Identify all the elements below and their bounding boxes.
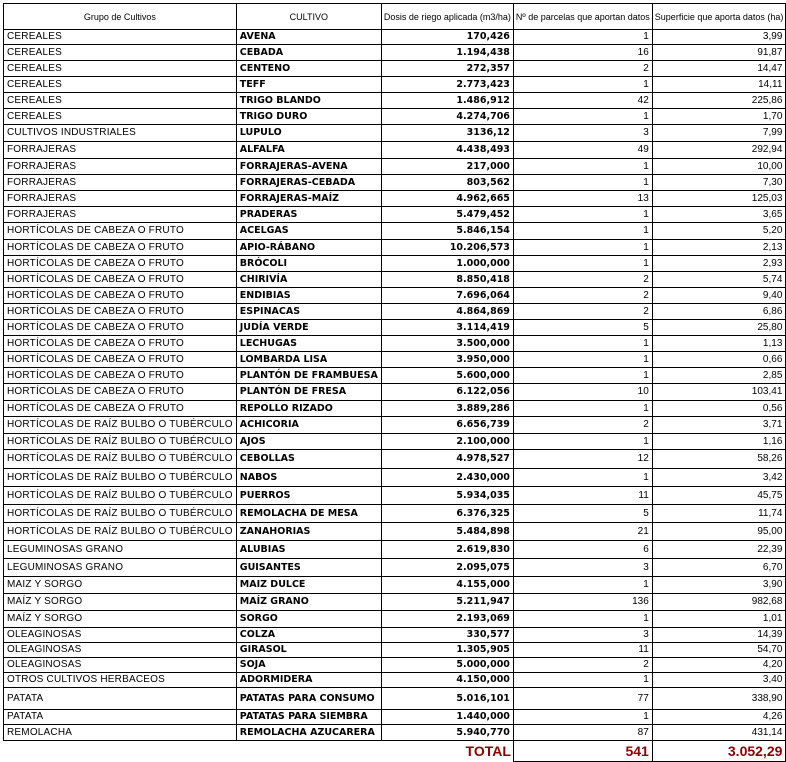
cell-parcelas: 1 [513, 401, 652, 417]
cell-superficie: 0,56 [652, 401, 786, 417]
table-body [4, 30, 786, 741]
table-row [4, 320, 786, 336]
cell-grupo: HORTÍCOLAS DE CABEZA O FRUTO [4, 384, 237, 401]
cell-cultivo: TRIGO DURO [236, 109, 381, 125]
cell-parcelas: 1 [513, 434, 652, 450]
cell-dosis: 2.619,830 [381, 541, 513, 559]
cell-superficie: 9,40 [652, 288, 786, 304]
cell-superficie: 1,16 [652, 434, 786, 450]
cell-dosis: 5.934,035 [381, 487, 513, 505]
cell-grupo: HORTÍCOLAS DE CABEZA O FRUTO [4, 320, 237, 336]
cell-dosis: 6.376,325 [381, 505, 513, 523]
cell-parcelas: 1 [513, 77, 652, 93]
cell-dosis: 1.486,912 [381, 93, 513, 109]
cell-parcelas: 1 [513, 368, 652, 384]
cell-superficie: 14,39 [652, 628, 786, 643]
cell-grupo: HORTÍCOLAS DE RAÍZ BULBO O TUBÉRCULO [4, 469, 237, 487]
cell-superficie: 3,65 [652, 207, 786, 223]
table-row [4, 93, 786, 109]
table-row [4, 336, 786, 352]
table-row [4, 541, 786, 559]
cell-cultivo: LOMBARDA LISA [236, 352, 381, 368]
cell-grupo: HORTÍCOLAS DE RAÍZ BULBO O TUBÉRCULO [4, 434, 237, 450]
cell-dosis: 4.864,869 [381, 304, 513, 320]
cell-superficie: 1,13 [652, 336, 786, 352]
cell-dosis: 2.100,000 [381, 434, 513, 450]
cell-dosis: 6.122,056 [381, 384, 513, 401]
cell-parcelas: 1 [513, 223, 652, 240]
cell-cultivo: PATATAS PARA CONSUMO [236, 688, 381, 710]
table-row [4, 240, 786, 256]
cell-parcelas: 1 [513, 109, 652, 125]
table-row [4, 352, 786, 368]
cell-parcelas: 10 [513, 384, 652, 401]
cell-parcelas: 1 [513, 256, 652, 272]
cell-dosis: 5.846,154 [381, 223, 513, 240]
cell-parcelas: 2 [513, 417, 652, 434]
cell-cultivo: GIRASOL [236, 643, 381, 658]
cell-grupo: HORTÍCOLAS DE CABEZA O FRUTO [4, 336, 237, 352]
cell-grupo: FORRAJERAS [4, 207, 237, 223]
cell-superficie: 6,70 [652, 559, 786, 577]
cell-superficie: 225,86 [652, 93, 786, 109]
cell-dosis: 1.440,000 [381, 710, 513, 725]
cell-cultivo: REMOLACHA DE MESA [236, 505, 381, 523]
cell-parcelas: 5 [513, 320, 652, 336]
cell-cultivo: ALUBIAS [236, 541, 381, 559]
cell-cultivo: SOJA [236, 658, 381, 673]
cell-grupo: HORTÍCOLAS DE CABEZA O FRUTO [4, 401, 237, 417]
cell-dosis: 4.150,000 [381, 673, 513, 688]
cell-cultivo: FORRAJERAS-AVENA [236, 159, 381, 175]
cell-grupo: CEREALES [4, 45, 237, 61]
table-row [4, 256, 786, 272]
cell-superficie: 2,93 [652, 256, 786, 272]
cell-parcelas: 2 [513, 288, 652, 304]
table-row [4, 450, 786, 469]
cell-parcelas: 1 [513, 577, 652, 594]
table-row [4, 523, 786, 541]
cell-cultivo: PLANTÓN DE FRESA [236, 384, 381, 401]
cell-superficie: 292,94 [652, 142, 786, 159]
table-row [4, 109, 786, 125]
cell-dosis: 2.430,000 [381, 469, 513, 487]
cell-grupo: CEREALES [4, 77, 237, 93]
cell-dosis: 1.194,438 [381, 45, 513, 61]
cell-parcelas: 2 [513, 61, 652, 77]
cell-superficie: 3,90 [652, 577, 786, 594]
cell-superficie: 3,71 [652, 417, 786, 434]
cell-cultivo: TEFF [236, 77, 381, 93]
cell-grupo: HORTÍCOLAS DE CABEZA O FRUTO [4, 368, 237, 384]
cell-superficie: 125,03 [652, 191, 786, 207]
cell-grupo: MAÍZ Y SORGO [4, 611, 237, 628]
cell-parcelas: 1 [513, 673, 652, 688]
cell-grupo: CEREALES [4, 109, 237, 125]
cell-cultivo: TRIGO BLANDO [236, 93, 381, 109]
cell-parcelas: 3 [513, 628, 652, 643]
table-row [4, 125, 786, 142]
cell-superficie: 54,70 [652, 643, 786, 658]
cell-dosis: 8.850,418 [381, 272, 513, 288]
cell-grupo: MAIZ Y SORGO [4, 577, 237, 594]
cell-superficie: 7,30 [652, 175, 786, 191]
cell-grupo: FORRAJERAS [4, 142, 237, 159]
table-row [4, 710, 786, 725]
cell-grupo: LEGUMINOSAS GRANO [4, 559, 237, 577]
table-row [4, 643, 786, 658]
cell-cultivo: REMOLACHA AZUCARERA [236, 725, 381, 741]
table-row [4, 401, 786, 417]
cell-cultivo: ESPINACAS [236, 304, 381, 320]
cell-dosis: 1.000,000 [381, 256, 513, 272]
cell-dosis: 2.095,075 [381, 559, 513, 577]
cell-cultivo: ACHICORIA [236, 417, 381, 434]
cell-cultivo: CEBOLLAS [236, 450, 381, 469]
header-dosis: Dosis de riego aplicada (m3/ha) [381, 4, 513, 30]
cell-dosis: 3136,12 [381, 125, 513, 142]
cell-dosis: 2.193,069 [381, 611, 513, 628]
table-row [4, 505, 786, 523]
table-row [4, 223, 786, 240]
cell-superficie: 3,99 [652, 30, 786, 45]
cell-cultivo: ALFALFA [236, 142, 381, 159]
table-row [4, 191, 786, 207]
cell-parcelas: 1 [513, 240, 652, 256]
cell-dosis: 6.656,739 [381, 417, 513, 434]
cell-grupo: REMOLACHA [4, 725, 237, 741]
cell-grupo: HORTÍCOLAS DE CABEZA O FRUTO [4, 352, 237, 368]
cell-grupo: PATATA [4, 710, 237, 725]
cell-dosis: 7.696,064 [381, 288, 513, 304]
cell-cultivo: PLANTÓN DE FRAMBUESA [236, 368, 381, 384]
table-row [4, 611, 786, 628]
cell-dosis: 4.962,665 [381, 191, 513, 207]
cell-parcelas: 21 [513, 523, 652, 541]
cell-superficie: 7,99 [652, 125, 786, 142]
cell-grupo: HORTÍCOLAS DE RAÍZ BULBO O TUBÉRCULO [4, 523, 237, 541]
cell-superficie: 3,40 [652, 673, 786, 688]
cell-superficie: 5,74 [652, 272, 786, 288]
table-row [4, 175, 786, 191]
crop-irrigation-table [3, 3, 786, 762]
cell-cultivo: CEBADA [236, 45, 381, 61]
cell-cultivo: PRADERAS [236, 207, 381, 223]
cell-superficie: 14,47 [652, 61, 786, 77]
cell-superficie: 982,68 [652, 594, 786, 611]
cell-parcelas: 13 [513, 191, 652, 207]
cell-grupo: FORRAJERAS [4, 175, 237, 191]
cell-grupo: OLEAGINOSAS [4, 643, 237, 658]
cell-superficie: 6,86 [652, 304, 786, 320]
table-row [4, 207, 786, 223]
cell-grupo: CEREALES [4, 30, 237, 45]
cell-cultivo: CENTENO [236, 61, 381, 77]
table-row [4, 487, 786, 505]
table-row [4, 559, 786, 577]
cell-grupo: CEREALES [4, 61, 237, 77]
cell-dosis: 5.000,000 [381, 658, 513, 673]
cell-dosis: 3.950,000 [381, 352, 513, 368]
cell-grupo: FORRAJERAS [4, 159, 237, 175]
cell-cultivo: BRÓCOLI [236, 256, 381, 272]
table-row [4, 304, 786, 320]
cell-superficie: 4,20 [652, 658, 786, 673]
cell-dosis: 5.479,452 [381, 207, 513, 223]
cell-grupo: CEREALES [4, 93, 237, 109]
cell-grupo: OLEAGINOSAS [4, 628, 237, 643]
cell-superficie: 2,85 [652, 368, 786, 384]
cell-dosis: 5.211,947 [381, 594, 513, 611]
cell-parcelas: 11 [513, 643, 652, 658]
table-row [4, 61, 786, 77]
cell-parcelas: 2 [513, 272, 652, 288]
table-row [4, 688, 786, 710]
cell-grupo: MAÍZ Y SORGO [4, 594, 237, 611]
cell-superficie: 3,42 [652, 469, 786, 487]
cell-superficie: 103,41 [652, 384, 786, 401]
header-superficie: Superficie que aporta datos (ha) [652, 4, 786, 30]
table-row [4, 159, 786, 175]
cell-cultivo: LUPULO [236, 125, 381, 142]
cell-grupo: HORTÍCOLAS DE CABEZA O FRUTO [4, 272, 237, 288]
cell-parcelas: 2 [513, 658, 652, 673]
cell-cultivo: PATATAS PARA SIEMBRA [236, 710, 381, 725]
cell-cultivo: AJOS [236, 434, 381, 450]
table-row [4, 673, 786, 688]
cell-parcelas: 2 [513, 304, 652, 320]
cell-grupo: OLEAGINOSAS [4, 658, 237, 673]
cell-parcelas: 1 [513, 175, 652, 191]
cell-parcelas: 1 [513, 611, 652, 628]
cell-parcelas: 11 [513, 487, 652, 505]
cell-grupo: HORTÍCOLAS DE RAÍZ BULBO O TUBÉRCULO [4, 417, 237, 434]
cell-dosis: 5.600,000 [381, 368, 513, 384]
cell-dosis: 2.773,423 [381, 77, 513, 93]
cell-superficie: 45,75 [652, 487, 786, 505]
cell-dosis: 4.438,493 [381, 142, 513, 159]
table-row [4, 142, 786, 159]
cell-parcelas: 49 [513, 142, 652, 159]
cell-cultivo: ADORMIDERA [236, 673, 381, 688]
cell-dosis: 3.889,286 [381, 401, 513, 417]
cell-parcelas: 6 [513, 541, 652, 559]
cell-superficie: 95,00 [652, 523, 786, 541]
table-row [4, 77, 786, 93]
cell-grupo: HORTÍCOLAS DE RAÍZ BULBO O TUBÉRCULO [4, 505, 237, 523]
cell-grupo: HORTÍCOLAS DE CABEZA O FRUTO [4, 304, 237, 320]
cell-superficie: 10,00 [652, 159, 786, 175]
cell-superficie: 14,11 [652, 77, 786, 93]
table-header-row [4, 4, 786, 30]
cell-cultivo: SORGO [236, 611, 381, 628]
header-parcelas: Nº de parcelas que aportan datos [513, 4, 652, 30]
cell-superficie: 25,80 [652, 320, 786, 336]
cell-grupo: PATATA [4, 688, 237, 710]
cell-grupo: OTROS CULTIVOS HERBACEOS [4, 673, 237, 688]
table-row [4, 725, 786, 741]
cell-superficie: 4,26 [652, 710, 786, 725]
table-row [4, 594, 786, 611]
cell-dosis: 10.206,573 [381, 240, 513, 256]
cell-dosis: 217,000 [381, 159, 513, 175]
cell-cultivo: NABOS [236, 469, 381, 487]
cell-superficie: 11,74 [652, 505, 786, 523]
cell-dosis: 272,357 [381, 61, 513, 77]
cell-parcelas: 3 [513, 125, 652, 142]
cell-cultivo: MAIZ DULCE [236, 577, 381, 594]
cell-cultivo: AVENA [236, 30, 381, 45]
cell-dosis: 4.978,527 [381, 450, 513, 469]
cell-cultivo: LECHUGAS [236, 336, 381, 352]
cell-superficie: 58,26 [652, 450, 786, 469]
cell-grupo: CULTIVOS INDUSTRIALES [4, 125, 237, 142]
cell-dosis: 803,562 [381, 175, 513, 191]
cell-parcelas: 87 [513, 725, 652, 741]
cell-dosis: 3.114,419 [381, 320, 513, 336]
table-row [4, 272, 786, 288]
cell-parcelas: 42 [513, 93, 652, 109]
cell-superficie: 338,90 [652, 688, 786, 710]
table-row [4, 368, 786, 384]
cell-cultivo: REPOLLO RIZADO [236, 401, 381, 417]
cell-parcelas: 77 [513, 688, 652, 710]
cell-dosis: 3.500,000 [381, 336, 513, 352]
cell-grupo: HORTÍCOLAS DE CABEZA O FRUTO [4, 240, 237, 256]
cell-parcelas: 1 [513, 336, 652, 352]
cell-grupo: LEGUMINOSAS GRANO [4, 541, 237, 559]
cell-parcelas: 12 [513, 450, 652, 469]
table-row [4, 417, 786, 434]
total-row [4, 741, 786, 762]
cell-parcelas: 3 [513, 559, 652, 577]
cell-superficie: 1,01 [652, 611, 786, 628]
header-grupo: Grupo de Cultivos [4, 4, 237, 30]
table-row [4, 288, 786, 304]
cell-cultivo: GUISANTES [236, 559, 381, 577]
table-row [4, 577, 786, 594]
total-superficie: 3.052,29 [652, 741, 786, 762]
table-row [4, 384, 786, 401]
cell-cultivo: FORRAJERAS-MAÍZ [236, 191, 381, 207]
cell-dosis: 5.484,898 [381, 523, 513, 541]
cell-parcelas: 1 [513, 207, 652, 223]
total-label: TOTAL [236, 741, 513, 762]
cell-superficie: 2,13 [652, 240, 786, 256]
cell-cultivo: CHIRIVÍA [236, 272, 381, 288]
cell-cultivo: MAÍZ GRANO [236, 594, 381, 611]
cell-cultivo: APIO-RÁBANO [236, 240, 381, 256]
cell-parcelas: 136 [513, 594, 652, 611]
table-row [4, 30, 786, 45]
cell-cultivo: ENDIBIAS [236, 288, 381, 304]
cell-cultivo: FORRAJERAS-CEBADA [236, 175, 381, 191]
cell-parcelas: 16 [513, 45, 652, 61]
cell-cultivo: ZANAHORIAS [236, 523, 381, 541]
table-row [4, 45, 786, 61]
cell-superficie: 22,39 [652, 541, 786, 559]
cell-cultivo: PUERROS [236, 487, 381, 505]
cell-dosis: 170,426 [381, 30, 513, 45]
cell-dosis: 5.016,101 [381, 688, 513, 710]
cell-grupo: HORTÍCOLAS DE CABEZA O FRUTO [4, 288, 237, 304]
header-cultivo: CULTIVO [236, 4, 381, 30]
cell-parcelas: 1 [513, 159, 652, 175]
cell-grupo: FORRAJERAS [4, 191, 237, 207]
cell-parcelas: 1 [513, 352, 652, 368]
cell-dosis: 4.155,000 [381, 577, 513, 594]
table-row [4, 434, 786, 450]
cell-parcelas: 5 [513, 505, 652, 523]
cell-dosis: 330,577 [381, 628, 513, 643]
cell-parcelas: 1 [513, 30, 652, 45]
cell-superficie: 0,66 [652, 352, 786, 368]
cell-superficie: 5,20 [652, 223, 786, 240]
table-row [4, 469, 786, 487]
cell-dosis: 4.274,706 [381, 109, 513, 125]
cell-cultivo: COLZA [236, 628, 381, 643]
cell-grupo: HORTÍCOLAS DE CABEZA O FRUTO [4, 223, 237, 240]
crop-irrigation-table-container [3, 3, 786, 762]
cell-superficie: 431,14 [652, 725, 786, 741]
cell-dosis: 1.305,905 [381, 643, 513, 658]
cell-superficie: 91,87 [652, 45, 786, 61]
cell-parcelas: 1 [513, 469, 652, 487]
cell-parcelas: 1 [513, 710, 652, 725]
cell-grupo: HORTÍCOLAS DE CABEZA O FRUTO [4, 256, 237, 272]
table-row [4, 658, 786, 673]
table-row [4, 628, 786, 643]
cell-grupo: HORTÍCOLAS DE RAÍZ BULBO O TUBÉRCULO [4, 450, 237, 469]
cell-grupo: HORTÍCOLAS DE RAÍZ BULBO O TUBÉRCULO [4, 487, 237, 505]
cell-superficie: 1,70 [652, 109, 786, 125]
cell-cultivo: ACELGAS [236, 223, 381, 240]
cell-cultivo: JUDÍA VERDE [236, 320, 381, 336]
total-parcelas: 541 [513, 741, 652, 762]
cell-dosis: 5.940,770 [381, 725, 513, 741]
